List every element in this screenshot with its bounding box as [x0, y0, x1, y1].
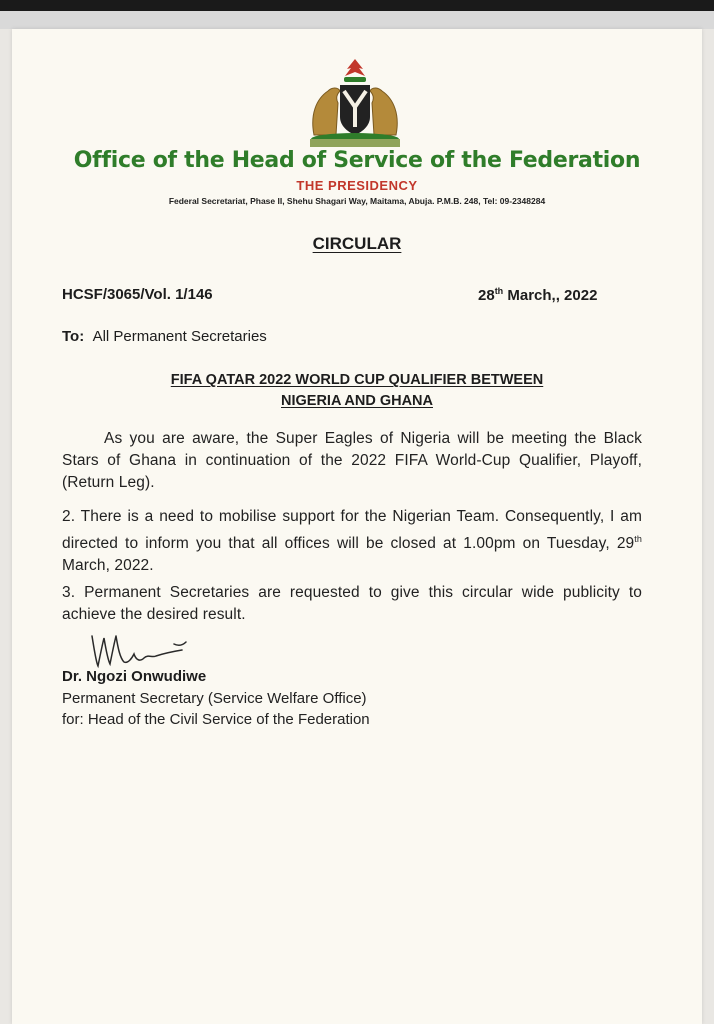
date-suffix: th: [494, 286, 504, 296]
signatory-for: for: Head of the Civil Service of the Federation: [62, 711, 370, 728]
paragraph-3: 3. Permanent Secretaries are requested to give this circular wide publicity to achieve the desired result.: [62, 584, 642, 623]
signatory-name: Dr. Ngozi Onwudiwe: [62, 668, 207, 685]
coat-of-arms-icon: [300, 55, 410, 150]
date-rest: March,, 2022: [503, 287, 598, 304]
recipient-value: All Permanent Secretaries: [92, 328, 267, 345]
reference-number: HCSF/3065/Vol. 1/146: [62, 286, 213, 303]
subject-line-2: NIGERIA AND GHANA: [281, 393, 433, 409]
office-title: Office of the Head of Service of the Federation: [73, 148, 641, 173]
letter-date: [478, 286, 597, 304]
presidency-subtitle: THE PRESIDENCY: [296, 178, 418, 193]
paragraph-2-end: March, 2022.: [62, 557, 154, 575]
paragraph-2-text: 2. There is a need to mobilise support for the Nigerian Team. Consequently, I am directed to inform you that all offices will be closed at 1.00pm on Tuesday, 29: [62, 508, 642, 553]
circular-heading: CIRCULAR: [312, 234, 402, 253]
recipient-line: [62, 328, 267, 345]
paragraph-2: [62, 506, 642, 577]
date-day: 28: [478, 287, 495, 304]
signatory-title-block: [62, 688, 370, 730]
signature-image: [86, 628, 196, 672]
paragraph-1: As you are aware, the Super Eagles of Nigeria will be meeting the Black Stars of Ghana in continuation of the 2022 FIFA World-Cup Qualifier, Playoff, (Return Leg).: [62, 430, 642, 491]
paragraph-2-sup: th: [634, 534, 642, 544]
viewer-top-strip: [0, 11, 714, 29]
recipient-label: To:: [62, 328, 85, 345]
subject-heading: [0, 370, 714, 412]
phone-status-bar: [0, 0, 714, 11]
subject-line-1: FIFA QATAR 2022 WORLD CUP QUALIFIER BETWEEN: [170, 372, 544, 388]
office-address: Federal Secretariat, Phase II, Shehu Shagari Way, Maitama, Abuja. P.M.B. 248, Tel: 09-2348284: [168, 196, 546, 206]
signatory-title: Permanent Secretary (Service Welfare Office): [62, 690, 367, 707]
